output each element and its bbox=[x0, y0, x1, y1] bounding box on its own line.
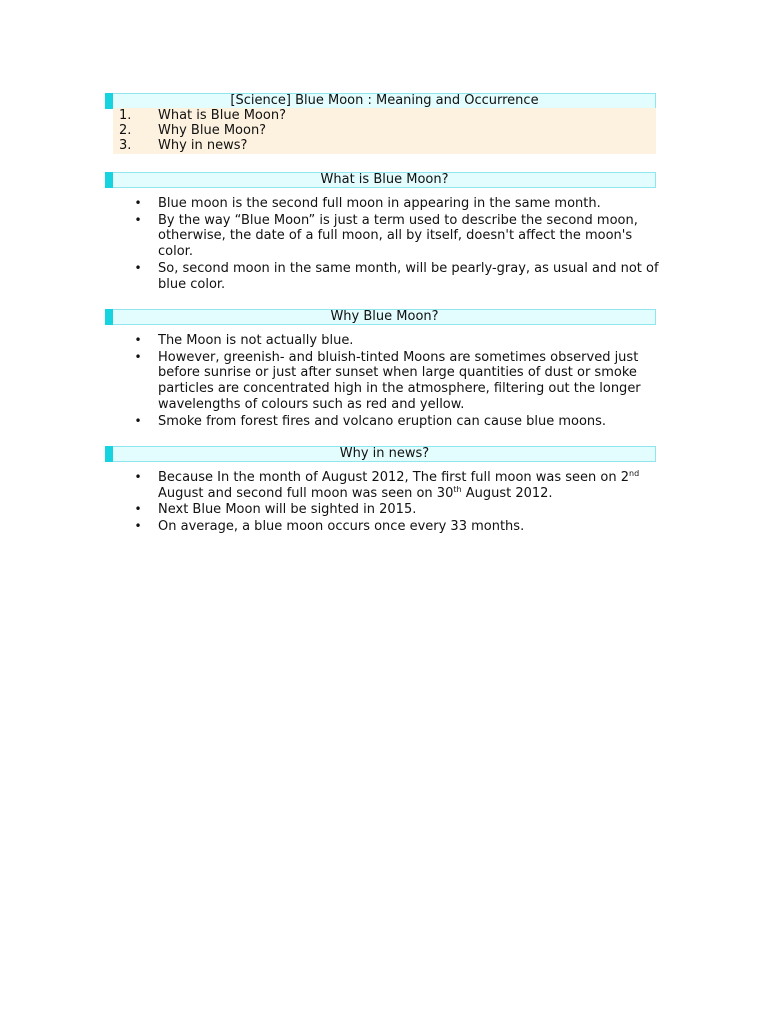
section-header-why-blue-moon bbox=[105, 309, 656, 325]
section-bullet-list bbox=[133, 333, 663, 430]
section-bullet-list bbox=[133, 470, 663, 536]
bullet-item bbox=[133, 414, 663, 430]
bullet-text bbox=[158, 470, 639, 501]
bullet-text-part: August and second full moon was seen on 30 bbox=[158, 485, 454, 501]
toc-item-label: What is Blue Moon? bbox=[158, 108, 286, 123]
toc-item-number: 1. bbox=[119, 108, 132, 123]
bullet-glyph: • bbox=[134, 349, 142, 364]
table-of-contents bbox=[113, 108, 656, 154]
bullet-text: By the way “Blue Moon” is just a term used to describe the second moon, otherwise, the date of a full moon, all by itself, doesn't affect the moon's color. bbox=[158, 212, 638, 260]
bullet-glyph: • bbox=[134, 519, 142, 534]
bullet-text: However, greenish- and bluish-tinted Moons are sometimes observed just before sunrise or just after sunset when large quantities of dust or smoke particles are concentrated high in the atmosphere, filtering out the longer wavelengths of colours such as red and yellow. bbox=[158, 349, 641, 412]
bullet-glyph: • bbox=[134, 502, 142, 517]
bullet-item bbox=[133, 502, 663, 518]
bullet-glyph: • bbox=[134, 260, 142, 275]
bullet-text: The Moon is not actually blue. bbox=[158, 333, 354, 348]
bullet-text-part: August 2012. bbox=[461, 485, 553, 501]
toc-item-number: 2. bbox=[119, 123, 132, 138]
bullet-glyph: • bbox=[134, 470, 142, 484]
bullet-item bbox=[133, 333, 663, 349]
section-header-what-is-blue-moon bbox=[105, 172, 656, 188]
bullet-text-part: Because In the month of August 2012, The first full moon was seen on 2 bbox=[158, 470, 630, 485]
toc-item-label: Why in news? bbox=[158, 138, 248, 153]
document-title-bar bbox=[105, 93, 656, 109]
section-title: Why in news? bbox=[339, 446, 430, 461]
section-title: Why Blue Moon? bbox=[330, 309, 439, 324]
bullet-text: Smoke from forest fires and volcano eruption can cause blue moons. bbox=[158, 413, 607, 429]
section-title: What is Blue Moon? bbox=[320, 172, 449, 187]
bullet-text: So, second moon in the same month, will be pearly-gray, as usual and not of blue color. bbox=[158, 260, 659, 292]
title-accent-marker bbox=[105, 93, 113, 109]
bullet-glyph: • bbox=[134, 212, 142, 227]
bullet-item bbox=[133, 213, 663, 260]
bullet-glyph: • bbox=[134, 333, 142, 347]
bullet-glyph: • bbox=[134, 196, 142, 210]
document-title: [Science] Blue Moon : Meaning and Occurrence bbox=[230, 93, 539, 108]
toc-item-label: Why Blue Moon? bbox=[158, 123, 267, 138]
bullet-glyph: • bbox=[134, 413, 142, 428]
bullet-item bbox=[133, 519, 663, 535]
ordinal-suffix: th bbox=[453, 484, 462, 494]
bullet-item bbox=[133, 261, 663, 292]
bullet-item bbox=[133, 196, 663, 212]
toc-item-number: 3. bbox=[119, 138, 132, 153]
bullet-item bbox=[133, 350, 663, 413]
section-bullet-list bbox=[133, 196, 663, 293]
section-accent-marker bbox=[105, 446, 113, 462]
bullet-text: On average, a blue moon occurs once every 33 months. bbox=[158, 519, 525, 535]
bullet-item bbox=[133, 470, 663, 501]
section-accent-marker bbox=[105, 309, 113, 325]
section-accent-marker bbox=[105, 172, 113, 188]
bullet-text: Next Blue Moon will be sighted in 2015. bbox=[158, 502, 417, 518]
section-header-why-in-news bbox=[105, 446, 656, 462]
ordinal-suffix: nd bbox=[629, 469, 640, 478]
bullet-text: Blue moon is the second full moon in appearing in the same month. bbox=[158, 196, 601, 211]
